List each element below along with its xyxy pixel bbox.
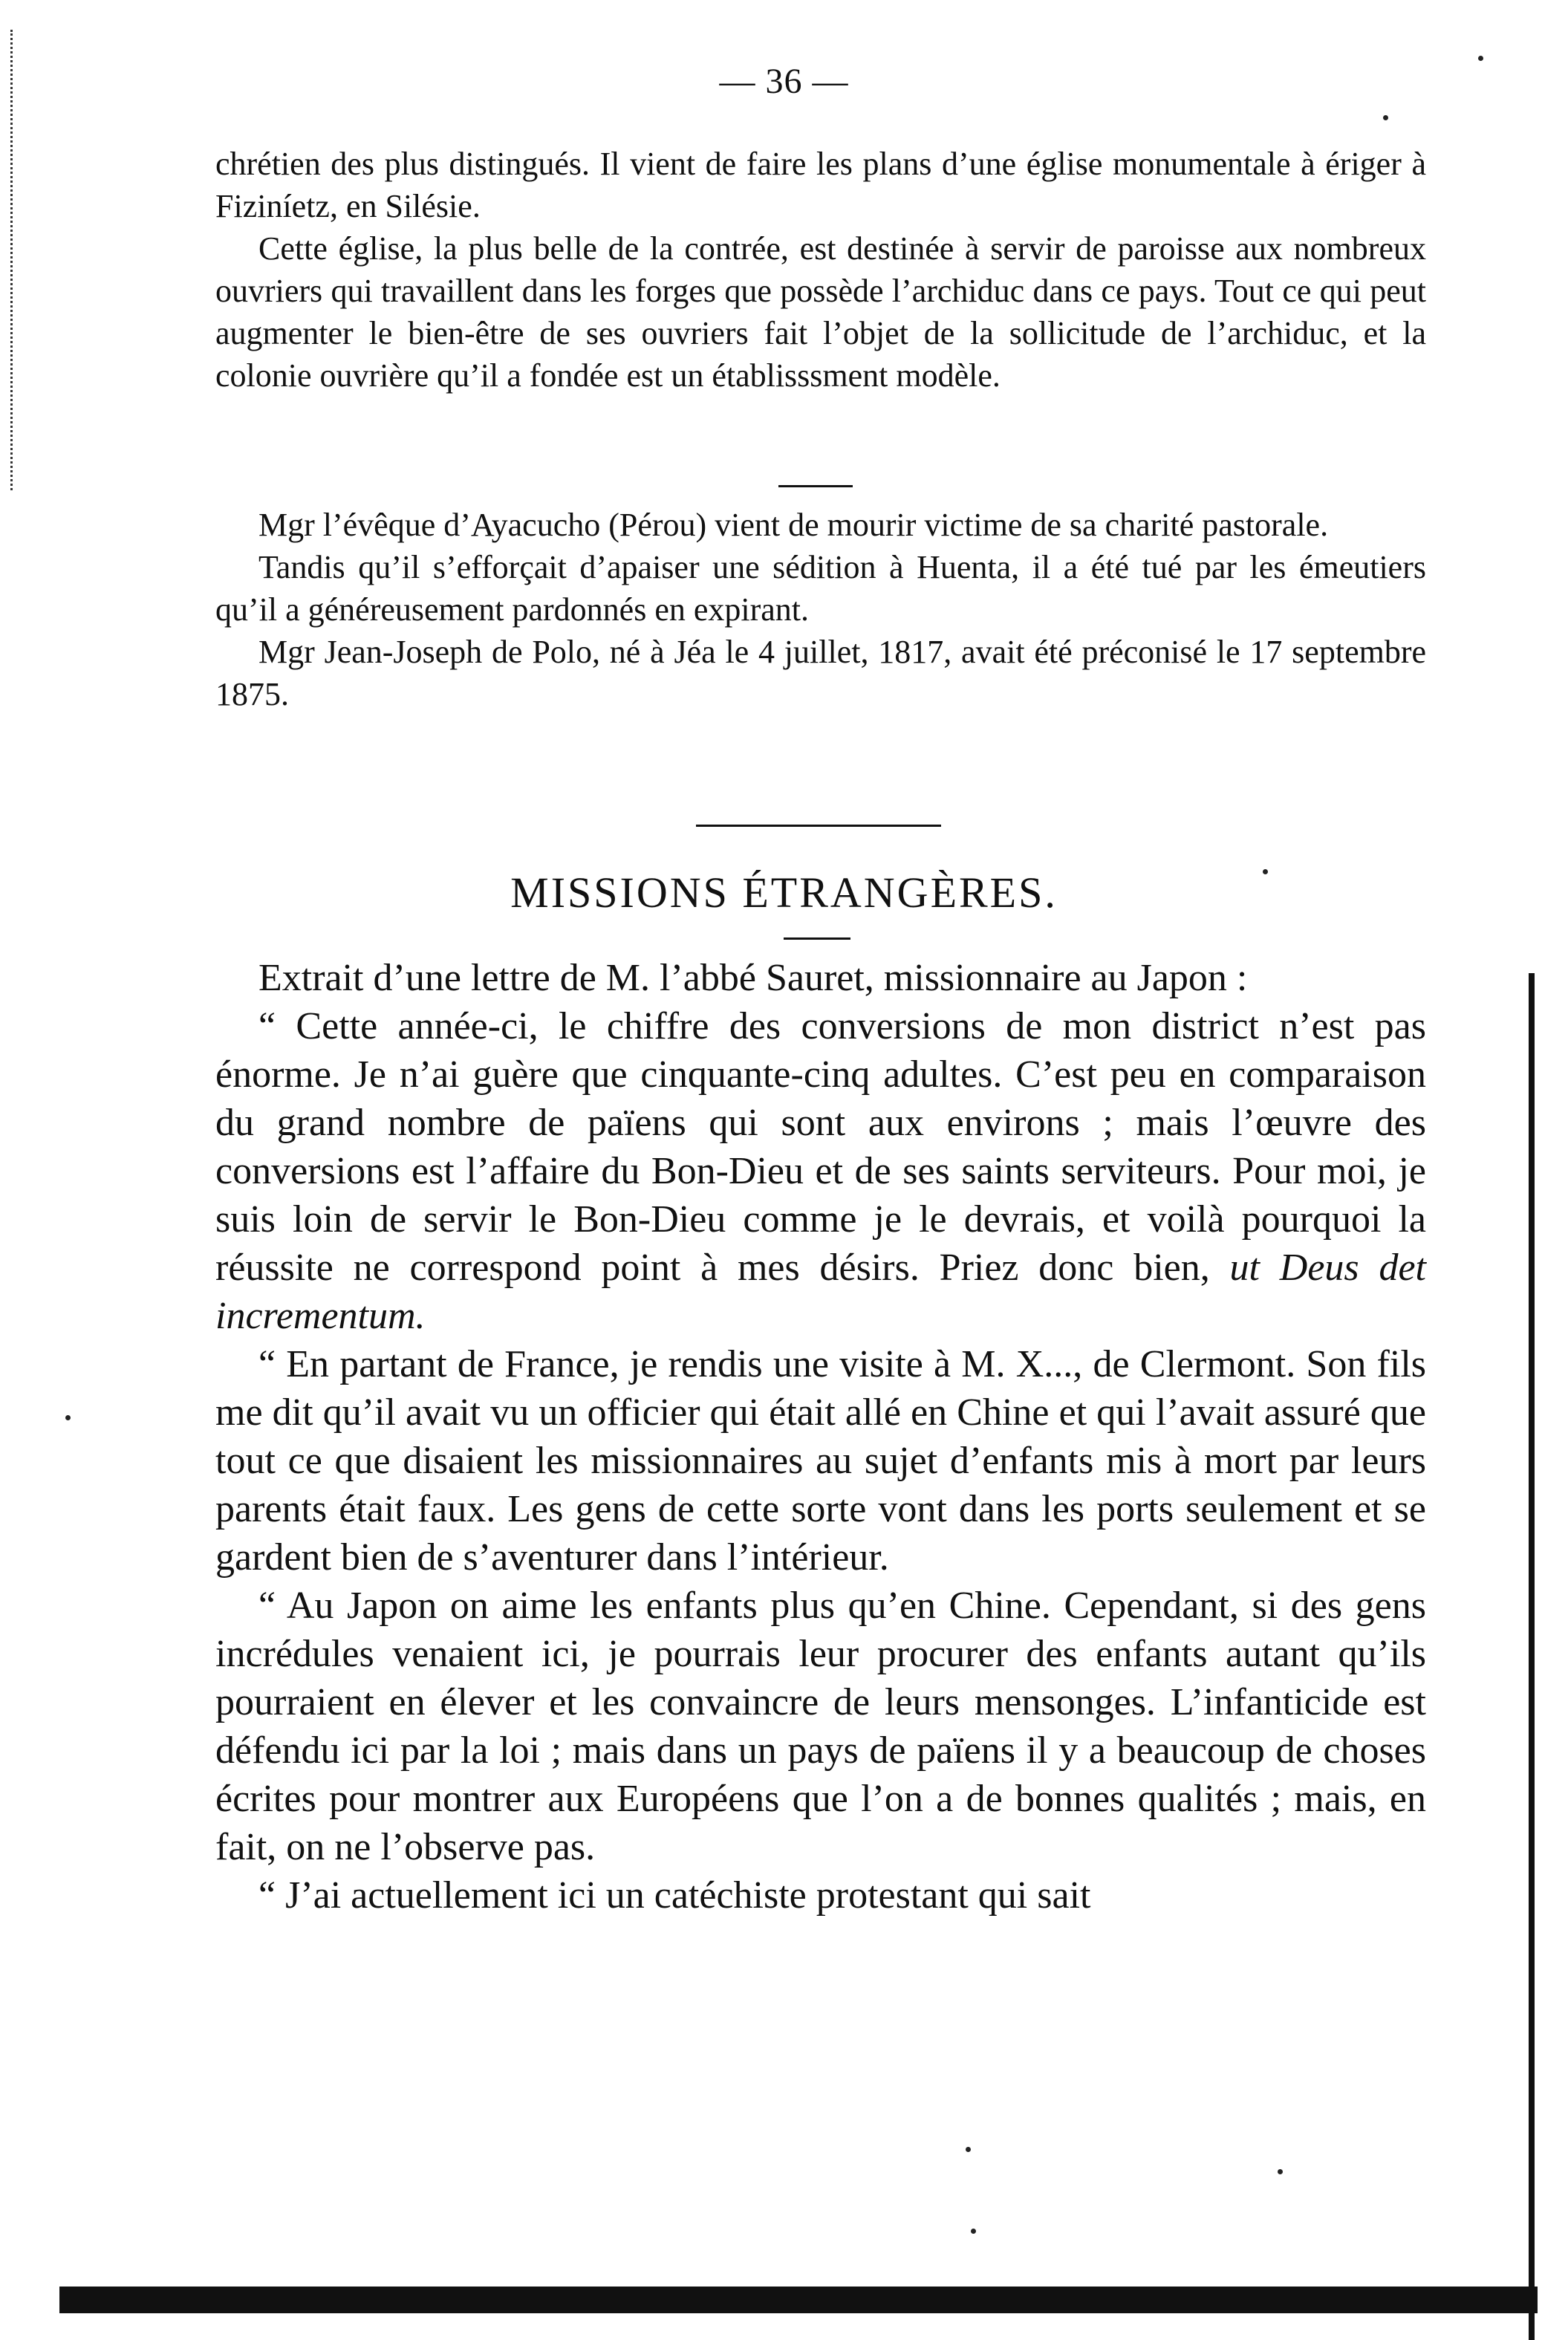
- section-divider: [778, 485, 853, 487]
- scan-binding-edge: [1529, 973, 1535, 2340]
- paragraph: “ J’ai actuellement ici un catéchiste protestant qui sait: [258, 1874, 1091, 1917]
- section-archduke-church: [215, 143, 1426, 397]
- paragraph: Cette église, la plus belle de la contrée, est destinée à servir de paroisse aux nombreux ouvriers qui travaillent dans les forges que possède l’archiduc dans ce pays. Tout ce qui peut augmenter le bien-être de ses ouvriers fait l’objet de la sollicitude de l’archiduc, et la colonie ouvrière qu’il a fondée est un établisssment modèle.: [215, 230, 1426, 394]
- paragraph: Tandis qu’il s’efforçait d’apaiser une sédition à Huenta, il a été tué par les émeutiers qu’il a généreusement pardonnés en expirant.: [215, 549, 1426, 628]
- ink-speck: [966, 2147, 971, 2152]
- ink-speck: [971, 2229, 976, 2234]
- scan-bottom-edge: [59, 2287, 1538, 2313]
- section-heading: MISSIONS ÉTRANGÈRES.: [510, 868, 1058, 917]
- paragraph: Mgr l’évêque d’Ayacucho (Pérou) vient de mourir victime de sa charité pastorale.: [258, 507, 1329, 543]
- latin-phrase: ut Deus det incrementum.: [215, 1247, 1427, 1337]
- page-number: — 36 —: [719, 62, 849, 101]
- paragraph: [215, 1002, 1426, 1340]
- paragraph: “ Au Japon on aime les enfants plus qu’en Chine. Cependant, si des gens incrédules venaient ici, je pourrais leur procurer des enfants autant qu’ils pourraient en élever et les convaincre de leurs mensonges. L’infanticide est défendu ici par la loi ; mais dans un pays de païens il y a beaucoup de choses écrites pour montrer aux Européens que l’on a de bonnes qualités ; mais, en fait, on ne l’observe pas.: [215, 1585, 1426, 1868]
- heading-underline: [784, 937, 850, 940]
- paragraph: chrétien des plus distingués. Il vient de faire les plans d’une église monumentale à ériger à Fiziníetz, en Silésie.: [215, 146, 1426, 224]
- ink-speck: [1278, 2169, 1283, 2174]
- section-ayacucho-bishop: [215, 504, 1426, 715]
- ink-speck: [1383, 115, 1388, 120]
- section-missions: [215, 954, 1426, 1920]
- ink-speck: [1478, 56, 1483, 61]
- paragraph: “ En partant de France, je rendis une visite à M. X..., de Clermont. Son fils me dit qu’il avait vu un officier qui était allé en Chine et qui l’avait assuré que tout ce que disaient les missionnaires au sujet d’enfants mis à mort par leurs parents était faux. Les gens de cette sorte vont dans les ports seulement et se gardent bien de s’aventurer dans l’intérieur.: [215, 1343, 1426, 1579]
- section-divider: [696, 825, 941, 827]
- paragraph: Extrait d’une lettre de M. l’abbé Sauret, missionnaire au Japon :: [258, 957, 1248, 999]
- ink-speck: [65, 1415, 71, 1420]
- paragraph-text: “ Cette année-ci, le chiffre des conversions de mon district n’est pas énorme. Je n’ai guère que cinquante-cinq adultes. C’est peu en comparaison du grand nombre de païens qui sont aux environs ; mais l’œuvre des conversions est l’affaire du Bon-Dieu et de ses saints serviteurs. Pour moi, je suis loin de servir le Bon-Dieu comme je le devrais, et voilà pourquoi la réussite ne correspond point à mes désirs. Priez donc bien,: [215, 1005, 1426, 1289]
- paragraph: Mgr Jean-Joseph de Polo, né à Jéa le 4 juillet, 1817, avait été préconisé le 17 septembre 1875.: [215, 634, 1426, 712]
